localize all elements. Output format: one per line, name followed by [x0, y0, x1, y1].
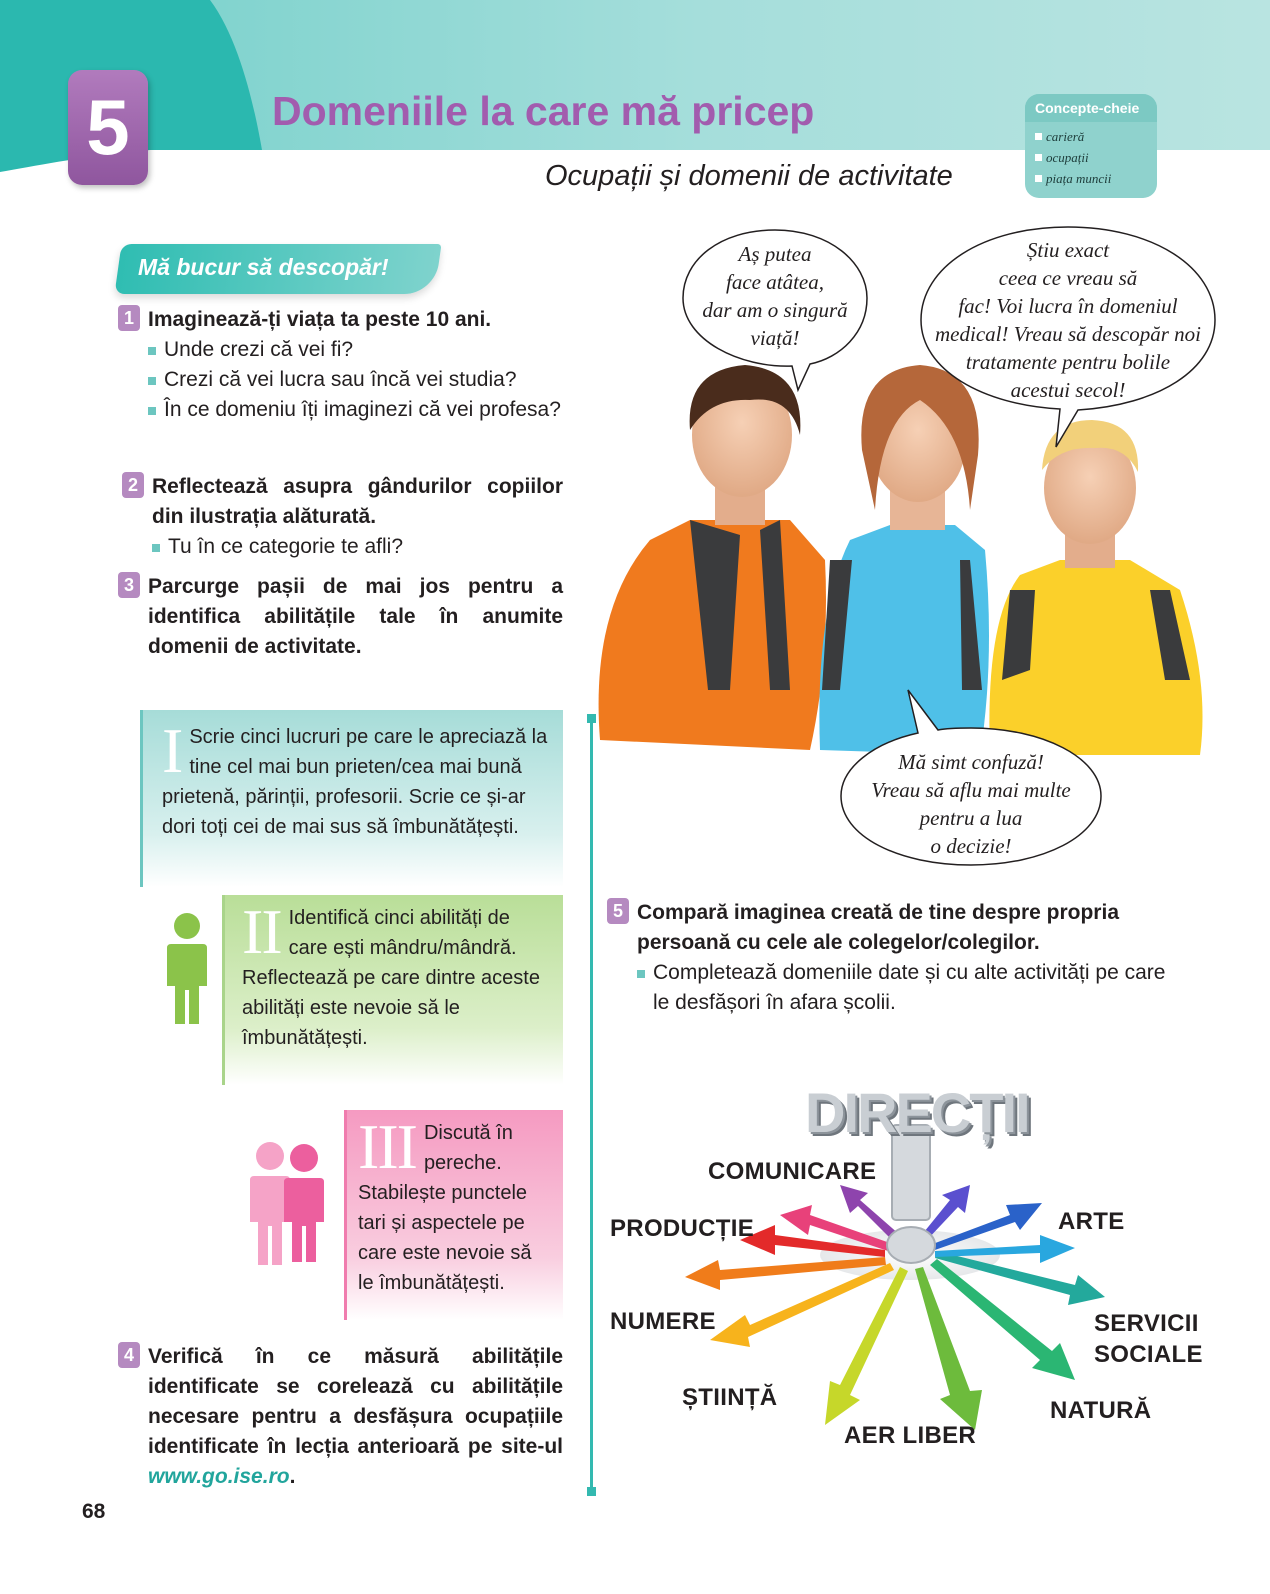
step-roman-numeral: I — [162, 715, 182, 786]
key-concepts-title: Concepte-cheie — [1025, 94, 1157, 122]
task-5 — [607, 898, 1167, 1018]
direction-label-communication: COMUNICARE — [708, 1158, 877, 1185]
task-3-title: Parcurge pașii de mai jos pentru a identifica abilitățile tale în anumite domenii de activitate. — [148, 575, 563, 658]
discover-banner-label: Mă bucur să descopăr! — [138, 254, 389, 280]
key-concept-item: ocupații — [1035, 147, 1147, 168]
direction-label-production: PRODUCȚIE — [610, 1215, 755, 1242]
step-2-box — [222, 895, 563, 1085]
direction-label-arts: ARTE — [1058, 1208, 1125, 1235]
task-1-title: Imaginează-ți viața ta peste 10 ani. — [148, 308, 492, 331]
task-5-bullet: Completează domeniile date și cu alte activități pe care le desfășori în afara școlii. — [637, 958, 1167, 1018]
step-roman-numeral: II — [242, 896, 281, 967]
speech-bubble-1-text: Aș putea face atâtea, dar am o singură viață! — [702, 242, 848, 350]
task-number-badge: 3 — [118, 572, 140, 598]
square-bullet-icon — [1035, 133, 1042, 140]
page-title: Domeniile la care mă pricep — [272, 88, 815, 134]
page-number: 68 — [82, 1500, 106, 1523]
step-2-text: Identifică cinci abilități de care ești mândru/mândră. Reflectează pe care dintre aceste abilități este nevoie să le îmbunătățești. — [242, 907, 540, 1049]
task-4 — [118, 1342, 563, 1492]
directions-title: DIRECȚII — [805, 1081, 1029, 1144]
step-1-text: Scrie cinci lucruri pe care le apreciază la tine cel mai bun prieten/cea mai bună prietenă, părinții, profesorii. Scrie ce și-ar dori toți cei de mai sus să îmbunătățești. — [162, 726, 548, 838]
speech-bubble-3-text: Mă simt confuză! Vreau să aflu mai multe pentru a lua o decizie! — [871, 750, 1071, 858]
key-concept-item: piața muncii — [1035, 168, 1147, 189]
lesson-number-badge: 5 — [68, 70, 148, 185]
direction-label-science: ȘTIINȚĂ — [682, 1384, 778, 1411]
task-1 — [118, 305, 563, 425]
direction-label-numbers: NUMERE — [610, 1308, 716, 1335]
task-2-bullet: Tu în ce categorie te afli? — [152, 532, 563, 562]
task-number-badge: 5 — [607, 898, 629, 924]
square-bullet-icon — [1035, 154, 1042, 161]
step-3-text: Discută în pereche. Stabilește punctele tari și aspectele pe care este nevoie să le îmbunătățești. — [358, 1122, 532, 1294]
task-number-badge: 1 — [118, 305, 140, 331]
column-divider — [590, 720, 593, 1490]
task-1-bullet: În ce domeniu îți imaginezi că vei profesa? — [148, 395, 568, 425]
task-2-title: Reflectează asupra gândurilor copiilor din ilustrația alăturată. — [152, 475, 563, 528]
task-1-bullet: Crezi că vei lucra sau încă vei studia? — [148, 365, 568, 395]
direction-label-social-services-2: SOCIALE — [1094, 1341, 1203, 1368]
discover-banner — [118, 244, 438, 294]
page-subtitle: Ocupații și domenii de activitate — [545, 160, 953, 192]
speech-bubble-2-text: Știu exact ceea ce vreau să fac! Voi lucra în domeniul medical! Vreau să descopăr noi tratamente pentru bolile acestui secol! — [935, 238, 1201, 402]
step-3-box — [344, 1110, 563, 1320]
task-4-title: Verifică în ce măsură abilitățile identificate se corelează cu abilitățile necesare pentru a desfășura ocupațiile identificate în lecția anterioară pe site-ul www.go.ise.ro. — [148, 1345, 563, 1488]
task-5-title: Compară imaginea creată de tine despre propria persoană cu cele ale colegelor/colegilor. — [637, 901, 1119, 954]
task-2 — [122, 472, 563, 562]
key-concepts-box — [1025, 94, 1157, 198]
task-number-badge: 2 — [122, 472, 144, 498]
step-roman-numeral: III — [358, 1111, 416, 1182]
task-1-bullet: Unde crezi că vei fi? — [148, 335, 568, 365]
task-3 — [118, 572, 563, 662]
direction-label-outdoors: AER LIBER — [844, 1422, 977, 1449]
direction-label-nature: NATURĂ — [1050, 1397, 1152, 1424]
two-people-icon — [248, 1140, 326, 1265]
direction-label-social-services-1: SERVICII — [1094, 1310, 1199, 1337]
step-1-box — [140, 710, 563, 887]
site-link[interactable]: www.go.ise.ro — [148, 1465, 290, 1488]
person-icon — [165, 912, 209, 1024]
key-concept-item: carieră — [1035, 126, 1147, 147]
task-number-badge: 4 — [118, 1342, 140, 1368]
square-bullet-icon — [1035, 175, 1042, 182]
